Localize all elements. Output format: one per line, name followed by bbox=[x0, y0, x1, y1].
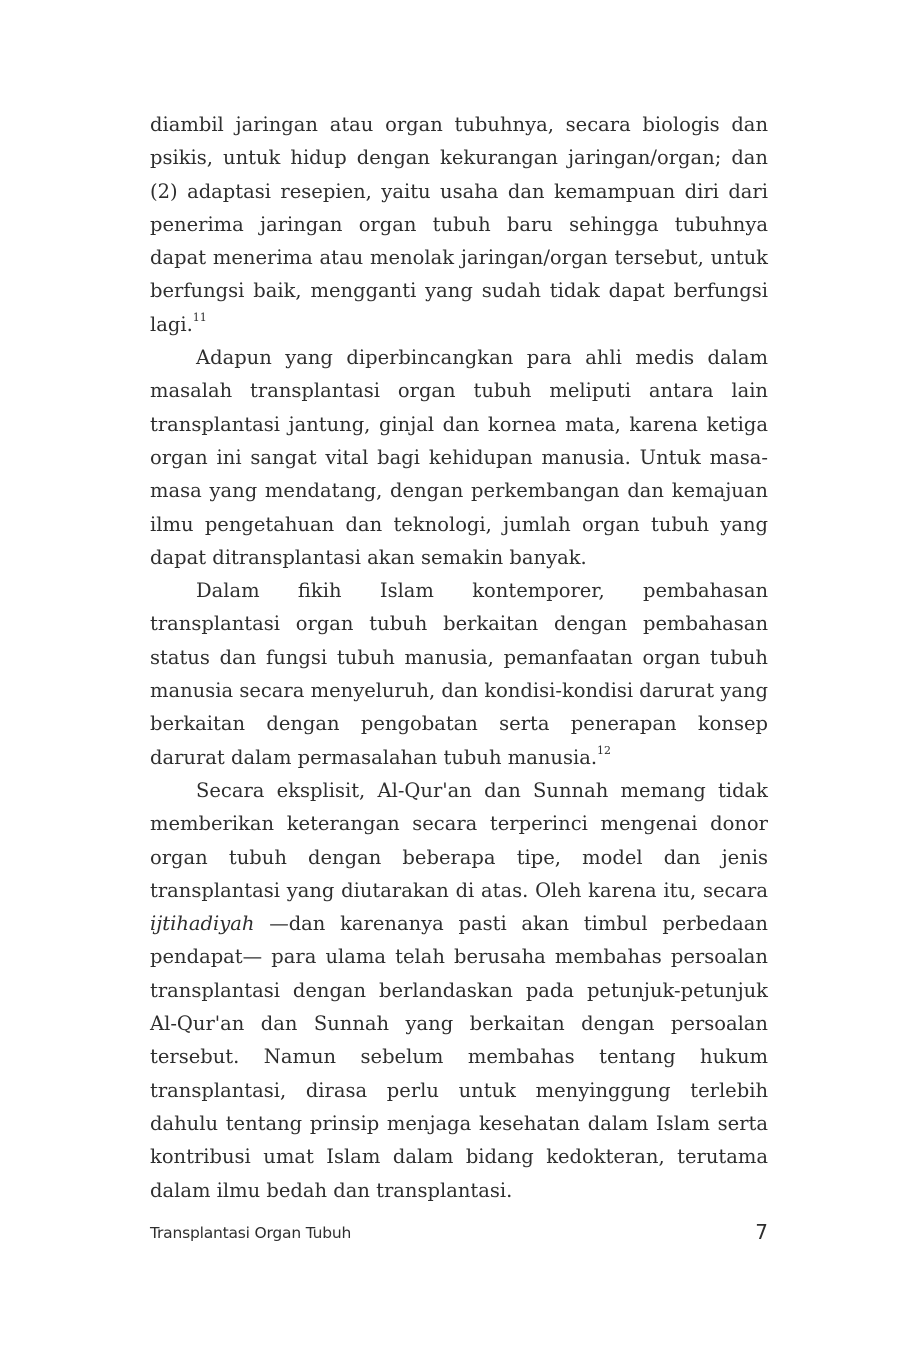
paragraph-3-text: Dalam fikih Islam kontemporer, pembahasan transplantasi organ tubuh berkaitan dengan pembahasan status dan fungsi tubuh manusia, pemanfaatan organ tubuh manusia secara menyeluruh, dan kondisi-kondisi darurat yang berkaitan dengan pengobatan serta penerapan konsep darurat dalam permasalahan tubuh manusia. bbox=[150, 579, 768, 769]
italic-term: ijtihadiyah bbox=[150, 912, 255, 936]
paragraph-4 bbox=[150, 774, 768, 1207]
paragraph-1 bbox=[150, 108, 768, 341]
body-text bbox=[150, 108, 768, 1207]
paragraph-1-text: diambil jaringan atau organ tubuhnya, secara biologis dan psikis, untuk hidup dengan kekurangan jaringan/organ; dan (2) adaptasi resepien, yaitu usaha dan kemampuan diri dari penerima jaringan organ tubuh baru sehingga tubuhnya dapat menerima atau menolak jaringan/organ tersebut, untuk berfungsi baik, mengganti yang sudah tidak dapat berfungsi lagi. bbox=[150, 113, 768, 336]
running-footer-title: Transplantasi Organ Tubuh bbox=[150, 1224, 352, 1242]
paragraph-3 bbox=[150, 574, 768, 774]
paragraph-4-text-a: Secara eksplisit, Al-Qur'an dan Sunnah memang tidak memberikan keterangan secara terperinci mengenai donor organ tubuh dengan beberapa tipe, model dan jenis transplantasi yang diutarakan di atas. Oleh karena itu, secara bbox=[150, 778, 768, 902]
footnote-ref-12: 12 bbox=[597, 744, 612, 758]
paragraph-2: Adapun yang diperbincangkan para ahli medis dalam masalah transplantasi organ tubuh meliputi antara lain transplantasi jantung, ginjal dan kornea mata, karena ketiga organ ini sangat vital bagi kehidupan manusia. Untuk masa-masa yang mendatang, dengan perkembangan dan kemajuan ilmu pengetahuan dan teknologi, jumlah organ tubuh yang dapat ditransplantasi akan semakin banyak. bbox=[150, 346, 768, 569]
footnote-ref-11: 11 bbox=[192, 311, 207, 325]
page-number: 7 bbox=[755, 1220, 768, 1244]
paragraph-4-text-b: —dan karenanya pasti akan timbul perbedaan pendapat— para ulama telah berusaha membahas persoalan transplantasi dengan berlandaskan pada petunjuk-petunjuk Al-Qur'an dan Sunnah yang berkaitan dengan persoalan tersebut. Namun sebelum membahas tentang hukum transplantasi, dirasa perlu untuk menyinggung terlebih dahulu tentang prinsip menjaga kesehatan dalam Islam serta kontribusi umat Islam dalam bidang kedokteran, terutama dalam ilmu bedah dan transplantasi. bbox=[150, 912, 768, 1202]
